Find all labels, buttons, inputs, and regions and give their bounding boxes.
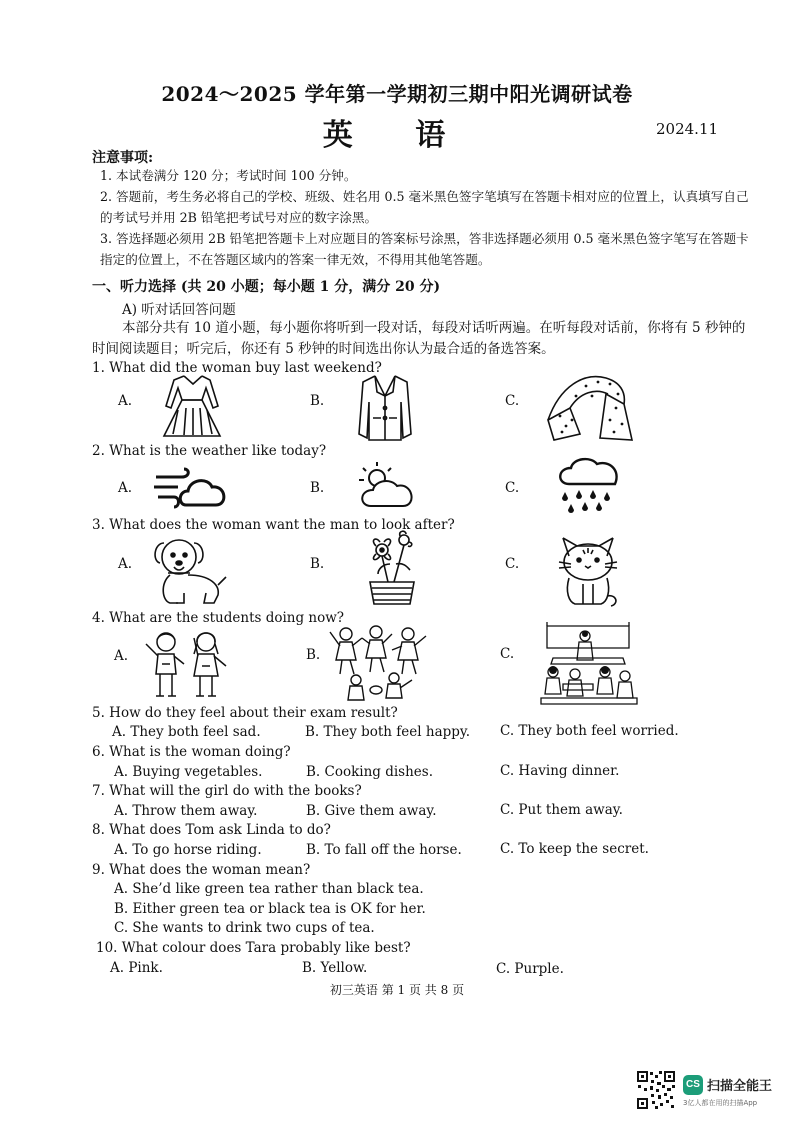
option-c-label: C. [505,556,520,572]
question-8: 8. What does Tom ask Linda to do? [92,822,331,838]
note-item: 3. 答选择题必须用 2B 铅笔把答题卡上对应题目的答案标号涂黑，答非选择题必须用 0.5 毫米黑色签字笔写在答题卡指定的位置上，不在答题区域内的答案一律无效，不得用其他笔答题。 [100,231,749,267]
option-a-label: A. [118,480,133,496]
windy-cloud-picture [152,465,232,515]
option-a: A. Buying vegetables. [114,764,263,780]
dress-picture [158,372,228,440]
note-item: 2. 答题前，考生务必将自己的学校、班级、姓名用 0.5 毫米黑色签字笔填写在答题卡相对应的位置上，认真填写自己的考试号并用 2B 铅笔把考试号对应的数字涂黑。 [100,189,749,225]
note-item: 1. 本试卷满分 120 分；考试时间 100 分钟。 [100,168,357,183]
page-footer: 初三英语 第 1 页 共 8 页 [329,983,465,997]
option-c: C. To keep the secret. [500,841,649,857]
question-3: 3. What does the woman want the man to look after? [92,517,455,533]
question-6: 6. What is the woman doing? [92,744,291,760]
section-intro: 本部分共有 10 道小题，每小题你将听到一段对话，每段对话听两遍。在听每段对话前，你将有 5 秒钟的时间阅读题目；听完后，你还有 5 秒钟的时间选出你认为最合适的备选答案。 [92,320,746,357]
flower-pot-picture [362,530,422,608]
two-students-picture [140,624,235,704]
scarf-picture [540,368,635,446]
option-b: B. To fall off the horse. [306,842,462,858]
option-a-label: A. [114,648,129,664]
question-5: 5. How do they feel about their exam result? [92,705,398,721]
students-dancing-picture [328,620,433,705]
option-c: C. Purple. [496,961,564,977]
classroom-picture [533,618,643,708]
option-b-label: B. [310,480,325,496]
option-b: B. Cooking dishes. [306,764,434,780]
exam-date: 2024.11 [656,120,719,138]
option-b: B. Give them away. [306,803,437,819]
section-heading: 一、听力选择 (共 20 小题；每小题 1 分，满分 20 分) [92,279,441,295]
dog-picture [150,535,228,607]
option-c: C. Having dinner. [500,763,620,779]
option-b-label: B. [306,647,321,663]
sun-cloud-picture [355,460,420,515]
part-a-heading: A) 听对话回答问题 [122,302,236,318]
question-1: 1. What did the woman buy last weekend? [92,360,382,376]
question-2: 2. What is the weather like today? [92,443,327,459]
cat-picture [555,528,623,610]
option-b: B. Yellow. [302,960,368,976]
subject-title: 英 语 [322,118,472,153]
question-10: 10. What colour does Tara probably like best? [96,940,411,956]
option-c: C. They both feel worried. [500,723,679,739]
option-c-label: C. [505,480,520,496]
notes-heading: 注意事项: [92,150,154,166]
rain-cloud-picture [555,456,625,516]
exam-title: 2024～2025 学年第一学期初三期中阳光调研试卷 [161,82,633,106]
option-a: A. Throw them away. [114,803,258,819]
option-c-label: C. [500,646,515,662]
option-b: B. Either green tea or black tea is OK for her. [114,901,426,917]
option-b: B. They both feel happy. [305,724,471,740]
option-a: A. They both feel sad. [112,724,261,740]
question-9: 9. What does the woman mean? [92,862,311,878]
option-a-label: A. [118,393,133,409]
option-a: A. She’d like green tea rather than black tea. [114,881,424,897]
option-c: C. She wants to drink two cups of tea. [114,920,375,936]
camscanner-logo-icon: CS [683,1075,703,1095]
option-c-label: C. [505,393,520,409]
question-7: 7. What will the girl do with the books? [92,783,362,799]
option-a: A. Pink. [110,960,163,976]
option-b-label: B. [310,393,325,409]
option-c: C. Put them away. [500,802,623,818]
scanner-tagline: 3亿人都在用的扫描App [683,1099,758,1107]
question-4: 4. What are the students doing now? [92,610,345,626]
qr-code-icon [636,1070,676,1110]
option-a: A. To go horse riding. [114,842,262,858]
jacket-picture [355,372,415,444]
scanner-app-name: 扫描全能王 [707,1079,773,1094]
option-b-label: B. [310,556,325,572]
option-a-label: A. [118,556,133,572]
